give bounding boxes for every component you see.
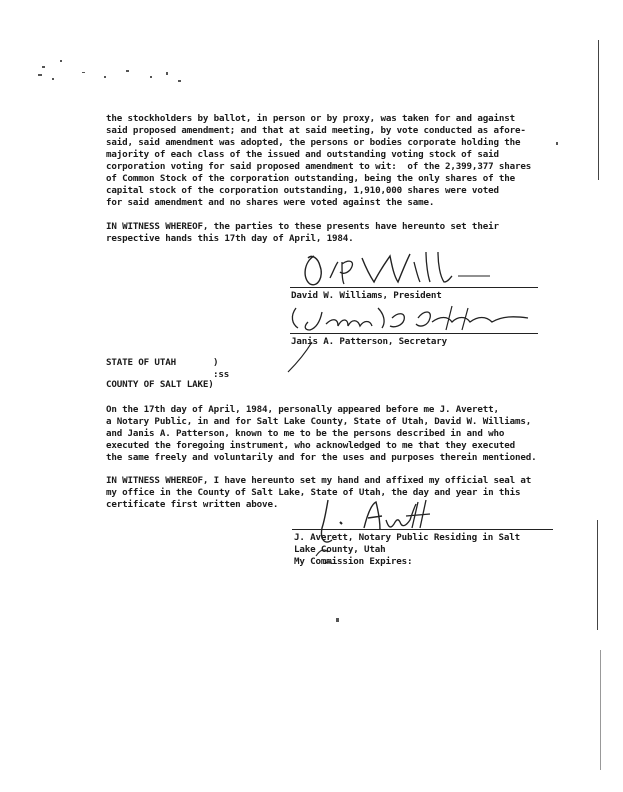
notary-county-line: Lake County, Utah	[294, 544, 386, 555]
venue-state: STATE OF UTAH	[106, 357, 176, 368]
notary-name-line: J. Averett, Notary Public Residing in Salt	[294, 532, 521, 543]
scan-edge-line	[598, 40, 599, 180]
text-line: capital stock of the corporation outstanding, 1,910,000 shares were voted	[106, 185, 499, 196]
text-line: my office in the County of Salt Lake, State of Utah, the day and year in this	[106, 487, 521, 498]
text-line: the stockholders by ballot, in person or by proxy, was taken for and against	[106, 113, 515, 124]
text-line: said, said amendment was adopted, the persons or bodies corporate holding the	[106, 137, 521, 148]
venue-ss: :ss	[213, 369, 230, 380]
text-line: and Janis A. Patterson, known to me to be the persons described in and who	[106, 428, 505, 439]
text-line: the same freely and voluntarily and for the uses and purposes therein mentioned.	[106, 452, 537, 463]
venue-county: COUNTY OF SALT LAKE)	[106, 379, 214, 390]
signature-line-1	[290, 287, 538, 288]
text-line: said proposed amendment; and that at said meeting, by vote conducted as afore-	[106, 125, 526, 136]
text-line: IN WITNESS WHEREOF, the parties to these presents have hereunto set their	[106, 221, 499, 232]
scan-edge-line	[600, 650, 601, 770]
signatory-david-williams: David W. Williams, President	[291, 290, 442, 301]
text-line: a Notary Public, in and for Salt Lake County, State of Utah, David W. Williams,	[106, 416, 532, 427]
text-line: majority of each class of the issued and outstanding voting stock of said	[106, 149, 499, 160]
signature-david-williams	[290, 248, 500, 292]
text-line: IN WITNESS WHEREOF, I have hereunto set my hand and affixed my official seal at	[106, 475, 532, 486]
text-line: corporation voting for said proposed amendment to wit: of the 2,399,377 shares	[106, 161, 532, 172]
signature-line-notary	[292, 529, 553, 530]
text-line: for said amendment and no shares were voted against the same.	[106, 197, 435, 208]
venue-paren: )	[213, 357, 219, 368]
text-line: certificate first written above.	[106, 499, 279, 510]
signature-line-2	[290, 333, 538, 334]
text-line: On the 17th day of April, 1984, personally appeared before me J. Averett,	[106, 404, 499, 415]
text-line: respective hands this 17th day of April, 1984.	[106, 233, 354, 244]
text-line: executed the foregoing instrument, who acknowledged to me that they executed	[106, 440, 515, 451]
scan-edge-line	[597, 520, 598, 630]
signatory-janis-patterson: Janis A. Patterson, Secretary	[291, 336, 448, 347]
notary-commission-line: My Commission Expires:	[294, 556, 413, 567]
text-line: of Common Stock of the corporation outstanding, being the only shares of the	[106, 173, 515, 184]
